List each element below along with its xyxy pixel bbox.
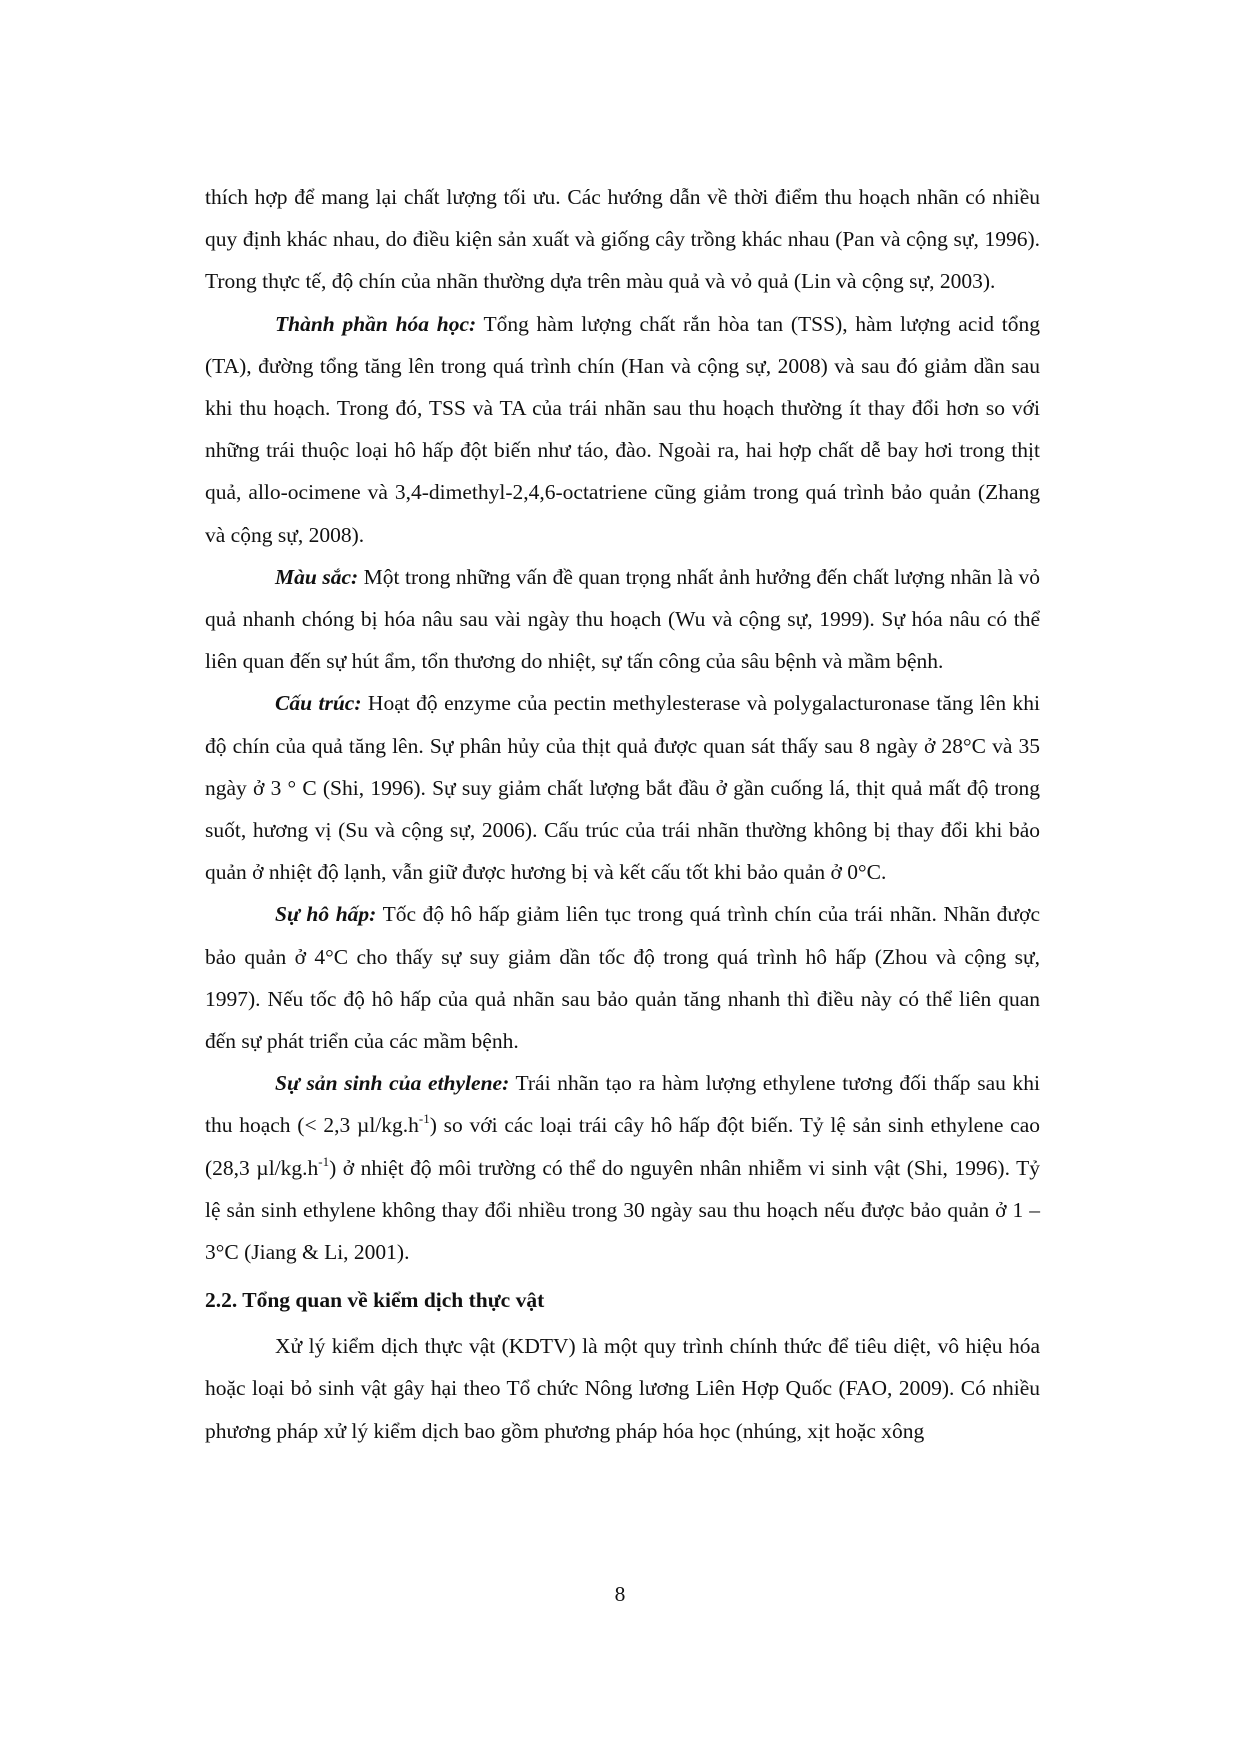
paragraph-lead: Cấu trúc: <box>275 691 362 716</box>
superscript: -1 <box>318 1153 330 1169</box>
paragraph-respiration <box>205 893 1040 1062</box>
paragraph-lead: Sự sản sinh của ethylene: <box>275 1071 510 1096</box>
superscript: -1 <box>418 1111 430 1127</box>
paragraph-harvest-timing <box>205 176 1040 303</box>
paragraph-color <box>205 556 1040 683</box>
page-body <box>205 176 1040 1452</box>
paragraph-text: Trái nhãn tạo ra hàm lượng ethylene tương đối thấp sau khi thu hoạch (< 2,3 µl/kg.h <box>205 1071 1040 1138</box>
paragraph-ethylene <box>205 1062 1040 1273</box>
paragraph-text: Tổng hàm lượng chất rắn hòa tan (TSS), hàm lượng acid tổng (TA), đường tổng tăng lên trong quá trình chín (Han và cộng sự, 2008) và sau đó giảm dần sau khi thu hoạch. Trong đó, TSS và TA của trái nhãn sau thu hoạch thường ít thay đổi hơn so với những trái thuộc loại hô hấp đột biến như táo, đào. Ngoài ra, hai hợp chất dễ bay hơi trong thịt quả, allo-ocimene và 3,4-dimethyl-2,4,6-octatriene cũng giảm trong quá trình bảo quản (Zhang và cộng sự, 2008). <box>205 311 1040 547</box>
paragraph-text: thích hợp để mang lại chất lượng tối ưu. Các hướng dẫn về thời điểm thu hoạch nhãn có nhiều quy định khác nhau, do điều kiện sản xuất và giống cây trồng khác nhau (Pan và cộng sự, 1996). Trong thực tế, độ chín của nhãn thường dựa trên màu quả và vỏ quả (Lin và cộng sự, 2003). <box>205 185 1040 294</box>
paragraph-lead: Thành phần hóa học: <box>275 311 477 336</box>
page-number: 8 <box>614 1582 626 1606</box>
paragraph-text: Tốc độ hô hấp giảm liên tục trong quá trình chín của trái nhãn. Nhãn được bảo quản ở 4°C cho thấy sự suy giảm dần tốc độ trong quá trình hô hấp (Zhou và cộng sự, 1997). Nếu tốc độ hô hấp của quả nhãn sau bảo quản tăng nhanh thì điều này có thể liên quan đến sự phát triển của các mầm bệnh. <box>205 902 1040 1054</box>
paragraph-chemical-composition <box>205 303 1040 556</box>
paragraph-text: ) ở nhiệt độ môi trường có thể do nguyên nhân nhiễm vi sinh vật (Shi, 1996). Tỷ lệ sản sinh ethylene không thay đổi nhiều trong 30 ngày sau thu hoạch nếu được bảo quản ở 1 – 3°C (Jiang & Li, 2001). <box>205 1155 1040 1265</box>
paragraph-text: ) so với các loại trái cây hô hấp đột biến. Tỷ lệ sản sinh ethylene cao (28,3 µl/kg.h <box>205 1113 1040 1180</box>
section-heading: 2.2. Tổng quan về kiểm dịch thực vật <box>205 1288 545 1313</box>
paragraph-lead: Màu sắc: <box>275 564 359 589</box>
paragraph-lead: Sự hô hấp: <box>275 902 377 927</box>
paragraph-quarantine <box>205 1325 1040 1452</box>
paragraph-structure <box>205 682 1040 893</box>
paragraph-text: Xử lý kiểm dịch thực vật (KDTV) là một quy trình chính thức để tiêu diệt, vô hiệu hóa hoặc loại bỏ sinh vật gây hại theo Tổ chức Nông lương Liên Hợp Quốc (FAO, 2009). Có nhiều phương pháp xử lý kiểm dịch bao gồm phương pháp hóa học (nhúng, xịt hoặc xông <box>205 1334 1040 1443</box>
paragraph-text: Hoạt độ enzyme của pectin methylesterase và polygalacturonase tăng lên khi độ chín của quả tăng lên. Sự phân hủy của thịt quả được quan sát thấy sau 8 ngày ở 28°C và 35 ngày ở 3 ° C (Shi, 1996). Sự suy giảm chất lượng bắt đầu ở gần cuống lá, thịt quả mất độ trong suốt, hương vị (Su và cộng sự, 2006). Cấu trúc của trái nhãn thường không bị thay đổi khi bảo quản ở nhiệt độ lạnh, vẫn giữ được hương bị và kết cấu tốt khi bảo quản ở 0°C. <box>205 691 1040 885</box>
paragraph-text: Một trong những vấn đề quan trọng nhất ảnh hưởng đến chất lượng nhãn là vỏ quả nhanh chóng bị hóa nâu sau vài ngày thu hoạch (Wu và cộng sự, 1999). Sự hóa nâu có thể liên quan đến sự hút ẩm, tổn thương do nhiệt, sự tấn công của sâu bệnh và mầm bệnh. <box>205 564 1041 674</box>
